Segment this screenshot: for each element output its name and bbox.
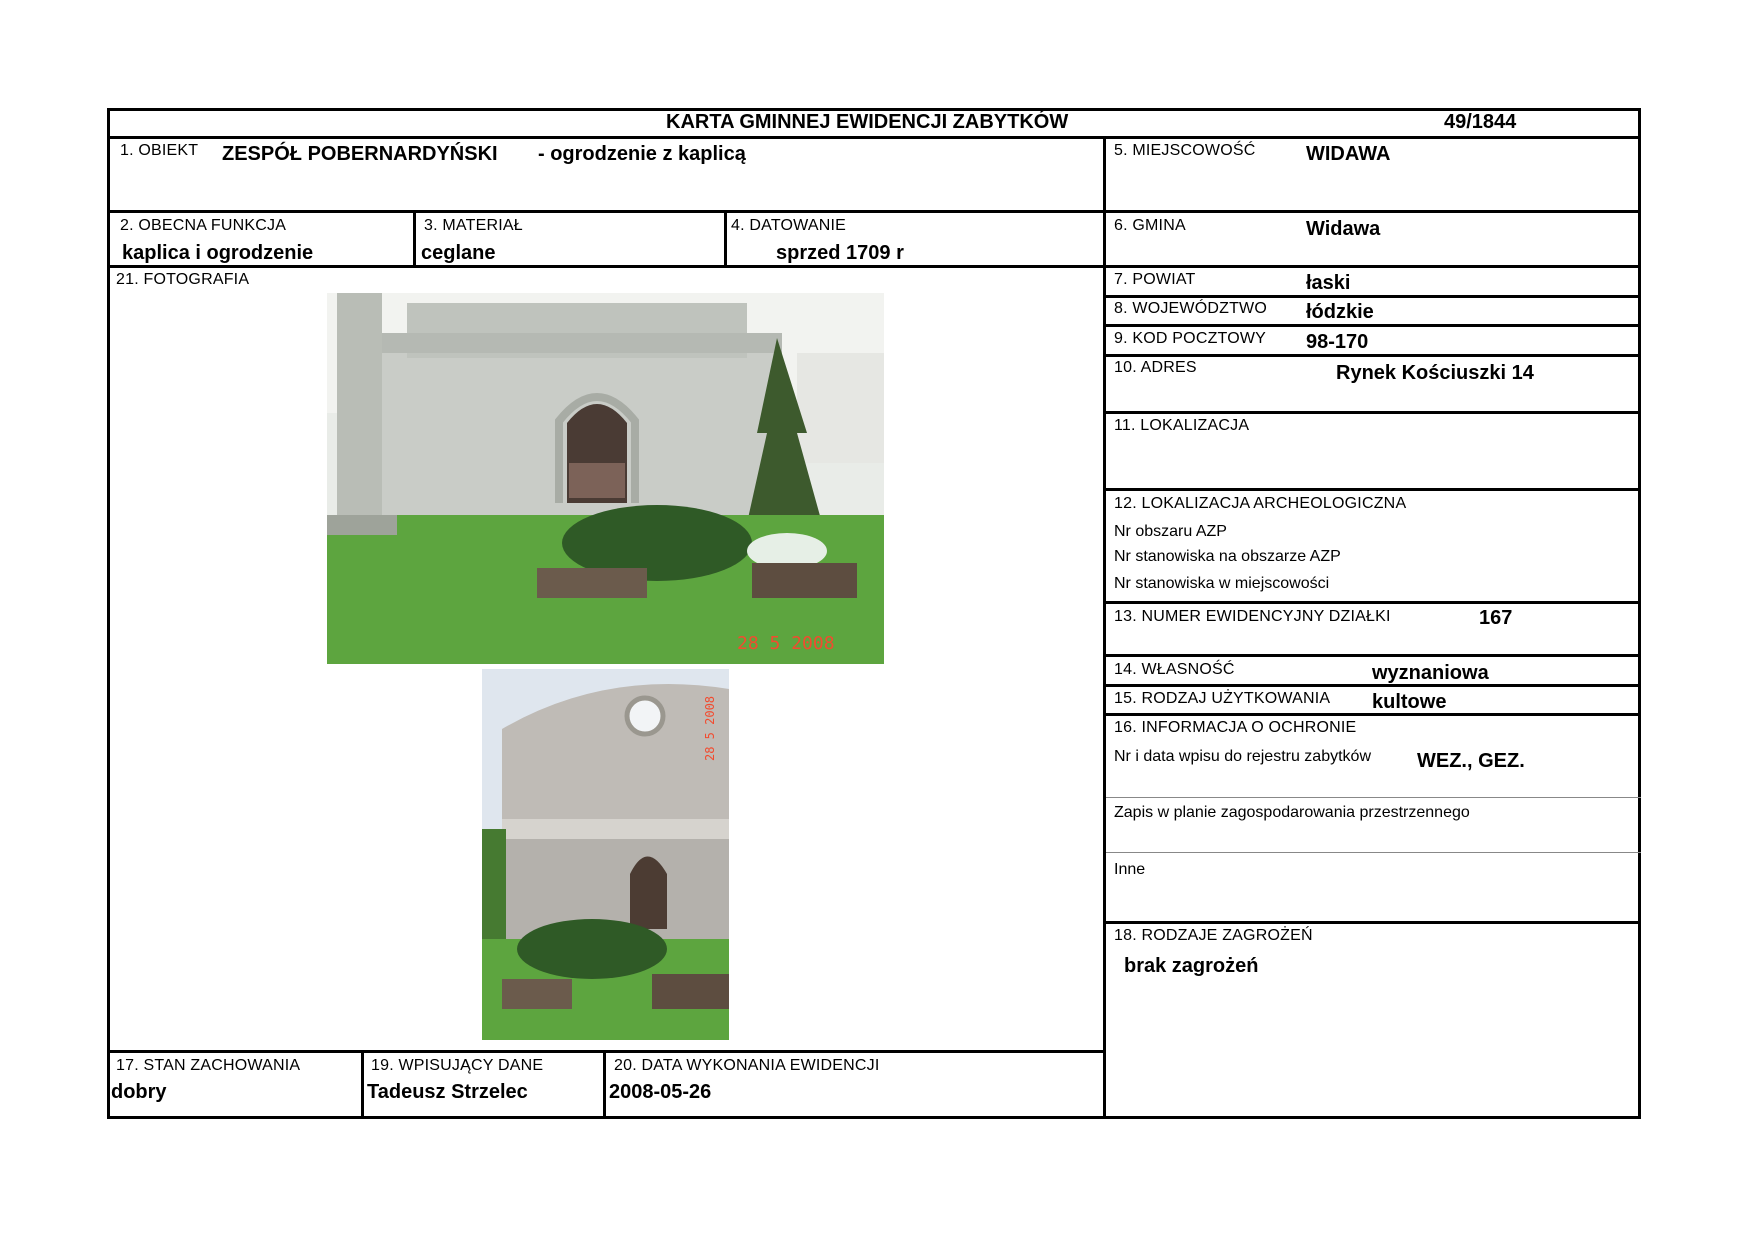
protection-label: 16. INFORMACJA O OCHRONIE: [1114, 719, 1357, 736]
threats-value: brak zagrożeń: [1124, 955, 1259, 977]
r-div-3: [1103, 295, 1641, 298]
protection-sub-divider-1: [1106, 797, 1641, 798]
local-site-label: Nr stanowiska w miejscowości: [1114, 575, 1330, 592]
r-div-6: [1103, 411, 1641, 414]
r-div-12: [1103, 921, 1641, 924]
photo-chapel-side-image: [482, 669, 729, 1040]
zoning-plan-label: Zapis w planie zagospodarowania przestrzennego: [1114, 804, 1470, 821]
entered-by-value: Tadeusz Strzelec: [367, 1081, 528, 1103]
column-divider: [1103, 136, 1106, 1119]
commune-label: 6. GMINA: [1114, 217, 1186, 234]
bottom-row-divider: [107, 1050, 1105, 1053]
row1-divider: [107, 210, 1105, 213]
address-value: Rynek Kościuszki 14: [1336, 362, 1534, 384]
r-div-2: [1103, 265, 1641, 268]
condition-label: 17. STAN ZACHOWANIA: [116, 1057, 301, 1074]
photo-chapel-front-image: [327, 293, 884, 664]
material-value: ceglane: [421, 242, 496, 264]
location-label: 11. LOKALIZACJA: [1114, 417, 1250, 434]
plot-number-label: 13. NUMER EWIDENCYJNY DZIAŁKI: [1114, 608, 1391, 625]
voivodeship-value: łódzkie: [1306, 301, 1374, 323]
registry-value: WEZ., GEZ.: [1417, 750, 1525, 772]
plot-number-value: 167: [1479, 607, 1513, 629]
f3-f4-divider: [724, 210, 727, 268]
f19-f20-divider: [603, 1050, 606, 1119]
other-label: Inne: [1114, 861, 1146, 878]
object-label: 1. OBIEKT: [120, 142, 199, 159]
material-label: 3. MATERIAŁ: [424, 217, 523, 234]
photo2-date-stamp: 28 5 2008: [703, 695, 717, 761]
archaeology-label: 12. LOKALIZACJA ARCHEOLOGICZNA: [1114, 495, 1407, 512]
row2-divider: [107, 265, 1105, 268]
function-label: 2. OBECNA FUNKCJA: [120, 217, 287, 234]
f17-f19-divider: [361, 1050, 364, 1119]
postal-code-label: 9. KOD POCZTOWY: [1114, 330, 1267, 347]
record-date-value: 2008-05-26: [609, 1081, 712, 1103]
photo-label: 21. FOTOGRAFIA: [116, 271, 250, 288]
commune-value: Widawa: [1306, 218, 1381, 240]
object-detail: - ogrodzenie z kaplicą: [538, 143, 746, 165]
ownership-value: wyznaniowa: [1372, 662, 1489, 684]
r-div-10: [1103, 684, 1641, 687]
locality-value: WIDAWA: [1306, 143, 1391, 165]
postal-code-value: 98-170: [1306, 331, 1369, 353]
threats-label: 18. RODZAJE ZAGROŻEŃ: [1114, 927, 1313, 944]
dating-label: 4. DATOWANIE: [731, 217, 847, 234]
card-title: KARTA GMINNEJ EWIDENCJI ZABYTKÓW: [666, 111, 1069, 133]
r-div-4: [1103, 324, 1641, 327]
r-div-7: [1103, 488, 1641, 491]
condition-value: dobry: [111, 1081, 167, 1103]
r-div-8: [1103, 601, 1641, 604]
card-number: 49/1844: [1444, 111, 1517, 133]
voivodeship-label: 8. WOJEWÓDZTWO: [1114, 300, 1268, 317]
function-value: kaplica i ogrodzenie: [122, 242, 314, 264]
record-date-label: 20. DATA WYKONANIA EWIDENCJI: [614, 1057, 880, 1074]
r-div-11: [1103, 713, 1641, 716]
photo-chapel-side: [482, 669, 729, 1040]
registry-label: Nr i data wpisu do rejestru zabytków: [1114, 748, 1371, 765]
county-label: 7. POWIAT: [1114, 271, 1196, 288]
ownership-label: 14. WŁASNOŚĆ: [1114, 661, 1235, 678]
object-name: ZESPÓŁ POBERNARDYŃSKI: [222, 143, 498, 165]
usage-value: kultowe: [1372, 691, 1447, 713]
usage-label: 15. RODZAJ UŻYTKOWANIA: [1114, 690, 1331, 707]
r-div-9: [1103, 654, 1641, 657]
county-value: łaski: [1306, 272, 1351, 294]
r-div-5: [1103, 354, 1641, 357]
address-label: 10. ADRES: [1114, 359, 1197, 376]
dating-value: sprzed 1709 r: [776, 242, 904, 264]
locality-label: 5. MIEJSCOWOŚĆ: [1114, 142, 1256, 159]
photo1-date-stamp: 28 5 2008: [737, 633, 835, 654]
entered-by-label: 19. WPISUJĄCY DANE: [371, 1057, 544, 1074]
azp-site-label: Nr stanowiska na obszarze AZP: [1114, 548, 1341, 565]
r-div-1: [1103, 210, 1641, 213]
header-divider: [107, 136, 1641, 139]
photo-chapel-front: [327, 293, 884, 664]
protection-sub-divider-2: [1106, 852, 1641, 853]
azp-area-label: Nr obszaru AZP: [1114, 523, 1227, 540]
f2-f3-divider: [413, 210, 416, 268]
